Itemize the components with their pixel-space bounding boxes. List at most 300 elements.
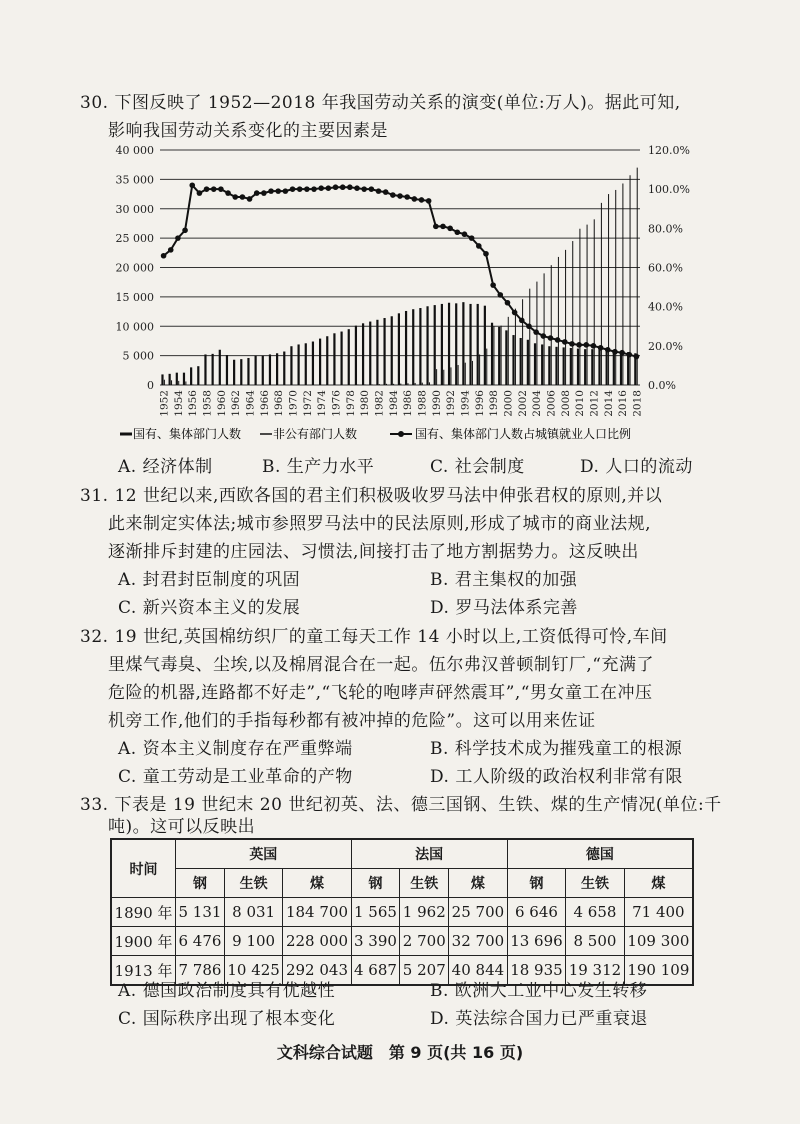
country-header: 英国	[176, 839, 352, 869]
ratio-point	[326, 185, 332, 191]
q33-option-b: B. 欧洲大工业中心发生转移	[430, 981, 648, 1001]
ratio-point	[533, 329, 539, 335]
ratio-point	[225, 190, 231, 196]
y-left-tick-label: 25 000	[115, 232, 154, 246]
ratio-point	[311, 186, 317, 192]
ratio-point	[318, 185, 324, 191]
x-tick-label: 1980	[359, 390, 372, 417]
q30-stem: 30. 下图反映了 1952—2018 年我国劳动关系的演变(单位:万人)。据此可知,	[80, 93, 681, 113]
x-tick-label: 1962	[230, 390, 243, 417]
page-footer: 文科综合试题 第 9 页(共 16 页)	[276, 1043, 524, 1062]
bar-state-collective	[247, 358, 249, 385]
table-cell: 9 100	[224, 927, 283, 956]
x-tick-label: 1952	[158, 390, 171, 417]
ratio-point	[390, 192, 396, 198]
ratio-point	[540, 333, 546, 339]
bar-non-public	[357, 384, 358, 385]
ratio-point	[505, 300, 511, 306]
bar-non-public	[171, 380, 172, 385]
bar-non-public	[364, 384, 365, 385]
bar-state-collective	[204, 354, 206, 385]
item-header: 钢	[507, 869, 566, 898]
ratio-point	[240, 194, 246, 200]
q32-option-c: C. 童工劳动是工业革命的产物	[118, 767, 353, 787]
ratio-point	[419, 197, 425, 203]
bar-state-collective	[312, 342, 314, 385]
ratio-point	[512, 310, 518, 316]
y-left-tick-label: 5 000	[122, 349, 154, 363]
y-right-tick-label: 20.0%	[648, 339, 683, 353]
x-tick-label: 1988	[416, 390, 429, 417]
bar-state-collective	[197, 366, 199, 385]
bar-state-collective	[441, 304, 443, 385]
bar-non-public	[501, 326, 502, 385]
bar-non-public	[601, 203, 602, 385]
bar-state-collective	[613, 350, 615, 385]
bar-non-public	[450, 367, 451, 385]
y-right-tick-label: 60.0%	[648, 261, 683, 275]
table-cell: 4 687	[351, 956, 400, 986]
ratio-point	[347, 184, 353, 190]
bar-non-public	[436, 369, 437, 385]
x-tick-label: 1992	[445, 390, 458, 417]
ratio-point	[340, 184, 346, 190]
table-row	[111, 898, 693, 927]
bar-state-collective	[512, 335, 514, 385]
country-header: 德国	[507, 839, 693, 869]
ratio-point	[576, 342, 582, 348]
x-tick-label: 1998	[488, 390, 501, 417]
table-cell: 228 000	[283, 927, 351, 956]
q31-option-a: A. 封君封臣制度的巩固	[118, 570, 301, 590]
y-right-tick-label: 100.0%	[648, 183, 690, 197]
bar-non-public	[415, 383, 416, 385]
bar-non-public	[422, 383, 423, 385]
bar-state-collective	[362, 323, 364, 385]
ratio-point	[548, 335, 554, 341]
legend-marker	[398, 431, 404, 437]
legend-label: 国有、集体部门人数	[133, 427, 242, 441]
table-cell: 1 565	[351, 898, 400, 927]
bar-state-collective	[348, 329, 350, 385]
ratio-point	[598, 345, 604, 351]
q31-option-c: C. 新兴资本主义的发展	[118, 598, 301, 618]
x-tick-label: 1976	[330, 390, 343, 417]
bar-non-public	[443, 370, 444, 385]
x-tick-label: 2008	[559, 390, 572, 417]
table-cell: 3 390	[351, 927, 400, 956]
bar-state-collective	[169, 374, 171, 385]
ratio-point	[497, 292, 503, 298]
bar-state-collective	[412, 309, 414, 385]
bar-state-collective	[333, 333, 335, 385]
q30-option-c: C. 社会制度	[430, 457, 525, 477]
ratio-point	[612, 349, 618, 355]
y-right-tick-label: 120.0%	[648, 144, 690, 157]
bar-state-collective	[591, 349, 593, 385]
q32-stem: 危险的机器,连路都不好走”,“飞轮的咆哮声砰然震耳”,“男女童工在冲压	[108, 683, 653, 703]
bar-non-public	[407, 383, 408, 385]
q32-stem: 32. 19 世纪,英国棉纺织厂的童工每天工作 14 小时以上,工资低得可怜,车间	[80, 627, 668, 647]
ratio-point	[189, 182, 195, 188]
bar-state-collective	[598, 350, 600, 385]
table-cell: 2 700	[400, 927, 449, 956]
bar-non-public	[637, 168, 638, 385]
table-cell: 1900 年	[111, 927, 176, 956]
table-cell: 184 700	[283, 898, 351, 927]
bar-non-public	[551, 265, 552, 385]
ratio-point	[376, 188, 382, 194]
ratio-point	[354, 185, 360, 191]
bar-non-public	[558, 257, 559, 385]
ratio-point	[447, 226, 453, 232]
ratio-point	[476, 243, 482, 249]
ratio-point	[519, 318, 525, 324]
ratio-point	[369, 186, 375, 192]
x-tick-label: 1960	[215, 390, 228, 417]
table-cell: 190 109	[624, 956, 693, 986]
q31-option-d: D. 罗马法体系完善	[430, 598, 578, 618]
item-header: 生铁	[566, 869, 625, 898]
bar-state-collective	[577, 349, 579, 385]
ratio-point	[462, 231, 468, 237]
table-cell: 1913 年	[111, 956, 176, 986]
q30-stem: 影响我国劳动关系变化的主要因素是	[108, 121, 388, 141]
x-tick-label: 2004	[531, 390, 544, 417]
q31-stem: 31. 12 世纪以来,西欧各国的君主们积极吸收罗马法中伸张君权的原则,并以	[80, 486, 663, 506]
x-tick-label: 2010	[574, 390, 587, 417]
bar-state-collective	[391, 316, 393, 385]
bar-state-collective	[183, 373, 185, 385]
y-left-tick-label: 20 000	[115, 261, 154, 275]
q30-option-b: B. 生产力水平	[262, 457, 375, 477]
x-tick-label: 1964	[244, 390, 257, 417]
y-right-tick-label: 40.0%	[648, 300, 683, 314]
bar-state-collective	[212, 354, 214, 385]
q31-option-b: B. 君主集权的加强	[430, 570, 578, 590]
ratio-point	[591, 343, 597, 349]
ratio-point	[455, 229, 461, 235]
ratio-point	[562, 339, 568, 345]
bar-non-public	[572, 241, 573, 385]
bar-state-collective	[484, 306, 486, 385]
item-header: 生铁	[224, 869, 283, 898]
bar-state-collective	[534, 343, 536, 385]
x-tick-label: 2012	[588, 390, 601, 417]
bar-state-collective	[161, 374, 163, 385]
bar-non-public	[458, 365, 459, 385]
bar-non-public	[185, 381, 186, 385]
ratio-point	[634, 354, 640, 360]
table-cell: 8 031	[224, 898, 283, 927]
table-cell: 1890 年	[111, 898, 176, 927]
x-tick-label: 1956	[187, 390, 200, 417]
ratio-point	[247, 196, 253, 202]
bar-state-collective	[584, 349, 586, 385]
x-tick-label: 1970	[287, 390, 300, 417]
ratio-point	[275, 188, 281, 194]
y-left-tick-label: 40 000	[115, 144, 154, 157]
ratio-point	[304, 186, 310, 192]
ratio-point	[261, 190, 267, 196]
q33-option-d: D. 英法综合国力已严重衰退	[430, 1009, 648, 1029]
ratio-point	[404, 194, 410, 200]
bar-non-public	[565, 250, 566, 385]
bar-state-collective	[219, 350, 221, 385]
x-tick-label: 1990	[430, 390, 443, 417]
ratio-point	[168, 247, 174, 253]
bar-state-collective	[541, 344, 543, 385]
time-header: 时间	[111, 839, 176, 898]
ratio-point	[426, 198, 432, 204]
bar-state-collective	[462, 302, 464, 385]
x-tick-label: 1978	[344, 390, 357, 417]
ratio-point	[268, 188, 274, 194]
q32-option-d: D. 工人阶级的政治权利非常有限	[430, 767, 683, 787]
ratio-point	[361, 186, 367, 192]
legend-label: 国有、集体部门人数占城镇就业人口比例	[415, 427, 632, 441]
bar-non-public	[164, 380, 165, 385]
bar-non-public	[522, 299, 523, 385]
table-cell: 25 700	[449, 898, 508, 927]
table-cell: 10 425	[224, 956, 283, 986]
bar-state-collective	[226, 355, 228, 385]
y-left-tick-label: 30 000	[115, 202, 154, 216]
bar-non-public	[386, 384, 387, 385]
bar-state-collective	[426, 306, 428, 385]
ratio-point	[283, 188, 289, 194]
q33-option-a: A. 德国政治制度具有优越性	[118, 981, 336, 1001]
q31-stem: 此来制定实体法;城市参照罗马法中的民法原则,形成了城市的商业法规,	[108, 514, 652, 534]
bar-state-collective	[606, 350, 608, 385]
q32-stem: 机旁工作,他们的手指每秒都有被冲掉的危险”。这可以用来佐证	[108, 711, 596, 731]
bar-state-collective	[491, 323, 493, 385]
y-right-tick-label: 0.0%	[648, 379, 676, 392]
x-tick-label: 2000	[502, 390, 515, 417]
bar-non-public	[486, 349, 487, 385]
bar-state-collective	[398, 313, 400, 385]
table-cell: 32 700	[449, 927, 508, 956]
q33-stem: 吨)。这可以反映出	[108, 817, 256, 837]
ratio-point	[204, 186, 210, 192]
q30-option-d: D. 人口的流动	[580, 457, 693, 477]
q31-stem: 逐渐排斥封建的庄园法、习惯法,间接打击了地方割据势力。这反映出	[108, 542, 639, 562]
q33-stem: 33. 下表是 19 世纪末 20 世纪初英、法、德三国钢、生铁、煤的生产情况(单位:千	[80, 795, 722, 815]
item-header: 煤	[283, 869, 351, 898]
country-header: 法国	[351, 839, 507, 869]
y-left-tick-label: 35 000	[115, 173, 154, 187]
ratio-point	[605, 347, 611, 353]
ratio-point	[182, 227, 188, 233]
bar-state-collective	[262, 356, 264, 385]
ratio-point	[555, 337, 561, 343]
q33-option-c: C. 国际秩序出现了根本变化	[118, 1009, 336, 1029]
x-tick-label: 2002	[516, 390, 529, 417]
bar-state-collective	[326, 336, 328, 385]
bar-state-collective	[555, 347, 557, 385]
labor-chart	[100, 140, 700, 450]
x-tick-label: 2014	[602, 390, 615, 417]
table-cell: 6 646	[507, 898, 566, 927]
ratio-point	[490, 282, 496, 288]
ratio-point	[297, 186, 303, 192]
table-cell: 18 935	[507, 956, 566, 986]
ratio-point	[569, 341, 575, 347]
q32-option-b: B. 科学技术成为摧残童工的根源	[430, 739, 683, 759]
bar-state-collective	[570, 348, 572, 385]
x-tick-label: 1958	[201, 390, 214, 417]
bar-non-public	[472, 361, 473, 385]
bar-state-collective	[276, 353, 278, 385]
x-tick-label: 2018	[631, 390, 644, 417]
x-tick-label: 1954	[172, 390, 185, 417]
bar-non-public	[493, 326, 494, 385]
bar-state-collective	[498, 327, 500, 385]
ratio-point	[383, 189, 389, 195]
table-cell: 6 476	[176, 927, 225, 956]
ratio-point	[175, 235, 181, 241]
ratio-point	[483, 251, 489, 257]
bar-non-public	[193, 384, 194, 385]
bar-state-collective	[369, 322, 371, 385]
ratio-point	[232, 194, 238, 200]
x-tick-label: 1986	[402, 390, 415, 417]
item-header: 钢	[176, 869, 225, 898]
bar-state-collective	[176, 373, 178, 385]
q32-option-a: A. 资本主义制度存在严重弊端	[118, 739, 353, 759]
bar-non-public	[615, 190, 616, 385]
bar-state-collective	[283, 352, 285, 385]
bar-state-collective	[340, 332, 342, 385]
table-cell: 5 131	[176, 898, 225, 927]
ratio-point	[626, 352, 632, 358]
bar-state-collective	[269, 354, 271, 385]
ratio-point	[333, 184, 339, 190]
bar-non-public	[594, 219, 595, 385]
bar-state-collective	[448, 303, 450, 385]
bar-state-collective	[233, 360, 235, 385]
x-tick-label: 1966	[258, 390, 271, 417]
y-left-tick-label: 15 000	[115, 290, 154, 304]
x-tick-label: 1972	[301, 390, 314, 417]
bar-non-public	[393, 384, 394, 385]
bar-non-public	[544, 273, 545, 385]
item-header: 生铁	[400, 869, 449, 898]
bar-non-public	[178, 381, 179, 385]
bar-non-public	[465, 363, 466, 385]
bar-state-collective	[383, 318, 385, 385]
x-tick-label: 1974	[316, 390, 329, 417]
ratio-point	[197, 190, 203, 196]
ratio-point	[619, 350, 625, 356]
ratio-point	[433, 224, 439, 230]
x-tick-label: 1996	[473, 390, 486, 417]
x-tick-label: 1968	[273, 390, 286, 417]
table-row	[111, 927, 693, 956]
ratio-point	[583, 342, 589, 348]
bar-state-collective	[455, 303, 457, 385]
table-cell: 8 500	[566, 927, 625, 956]
table-cell: 5 207	[400, 956, 449, 986]
table-cell: 1 962	[400, 898, 449, 927]
bar-state-collective	[620, 352, 622, 385]
x-tick-label: 2006	[545, 390, 558, 417]
bar-state-collective	[477, 304, 479, 385]
bar-non-public	[508, 317, 509, 385]
table-cell: 13 696	[507, 927, 566, 956]
bar-non-public	[587, 225, 588, 385]
bar-state-collective	[190, 367, 192, 385]
bar-state-collective	[469, 304, 471, 385]
ratio-point	[161, 253, 167, 259]
ratio-point	[290, 186, 296, 192]
bar-state-collective	[548, 346, 550, 385]
bar-non-public	[608, 194, 609, 385]
bar-non-public	[479, 354, 480, 385]
table-cell: 4 658	[566, 898, 625, 927]
ratio-point	[397, 193, 403, 199]
bar-non-public	[515, 309, 516, 385]
q32-stem: 里煤气毒臭、尘埃,以及棉屑混合在一起。伍尔弗汉普顿制钉厂,“充满了	[108, 655, 654, 675]
bar-state-collective	[563, 347, 565, 385]
ratio-point	[254, 190, 260, 196]
bar-state-collective	[505, 330, 507, 385]
item-header: 煤	[624, 869, 693, 898]
bar-non-public	[400, 384, 401, 385]
y-right-tick-label: 80.0%	[648, 222, 683, 236]
bar-non-public	[429, 382, 430, 385]
production-table	[110, 838, 694, 986]
x-tick-label: 1994	[459, 390, 472, 417]
bar-non-public	[379, 384, 380, 385]
x-tick-label: 1984	[387, 390, 400, 417]
table-cell: 7 786	[176, 956, 225, 986]
bar-state-collective	[240, 359, 242, 385]
bar-state-collective	[527, 340, 529, 385]
x-tick-label: 2016	[617, 390, 630, 417]
bar-non-public	[372, 384, 373, 385]
table-cell: 71 400	[624, 898, 693, 927]
bar-state-collective	[376, 320, 378, 385]
bar-state-collective	[319, 339, 321, 385]
bar-state-collective	[405, 311, 407, 385]
table-cell: 19 312	[566, 956, 625, 986]
bar-state-collective	[434, 305, 436, 385]
bar-state-collective	[355, 326, 357, 385]
ratio-point	[469, 235, 475, 241]
y-left-tick-label: 10 000	[115, 320, 154, 334]
q30-option-a: A. 经济体制	[118, 457, 213, 477]
bar-non-public	[579, 229, 580, 385]
bar-state-collective	[290, 346, 292, 385]
table-cell: 292 043	[283, 956, 351, 986]
item-header: 钢	[351, 869, 400, 898]
table-cell: 40 844	[449, 956, 508, 986]
y-left-tick-label: 0	[147, 379, 154, 392]
bar-state-collective	[419, 308, 421, 385]
bar-state-collective	[255, 356, 257, 385]
bar-non-public	[529, 289, 530, 385]
ratio-point	[412, 196, 418, 202]
ratio-point	[211, 186, 217, 192]
item-header: 煤	[449, 869, 508, 898]
bar-state-collective	[520, 338, 522, 385]
bar-state-collective	[305, 343, 307, 385]
ratio-point	[218, 186, 224, 192]
table-cell: 109 300	[624, 927, 693, 956]
legend-label: 非公有部门人数	[273, 427, 358, 441]
x-tick-label: 1982	[373, 390, 386, 417]
